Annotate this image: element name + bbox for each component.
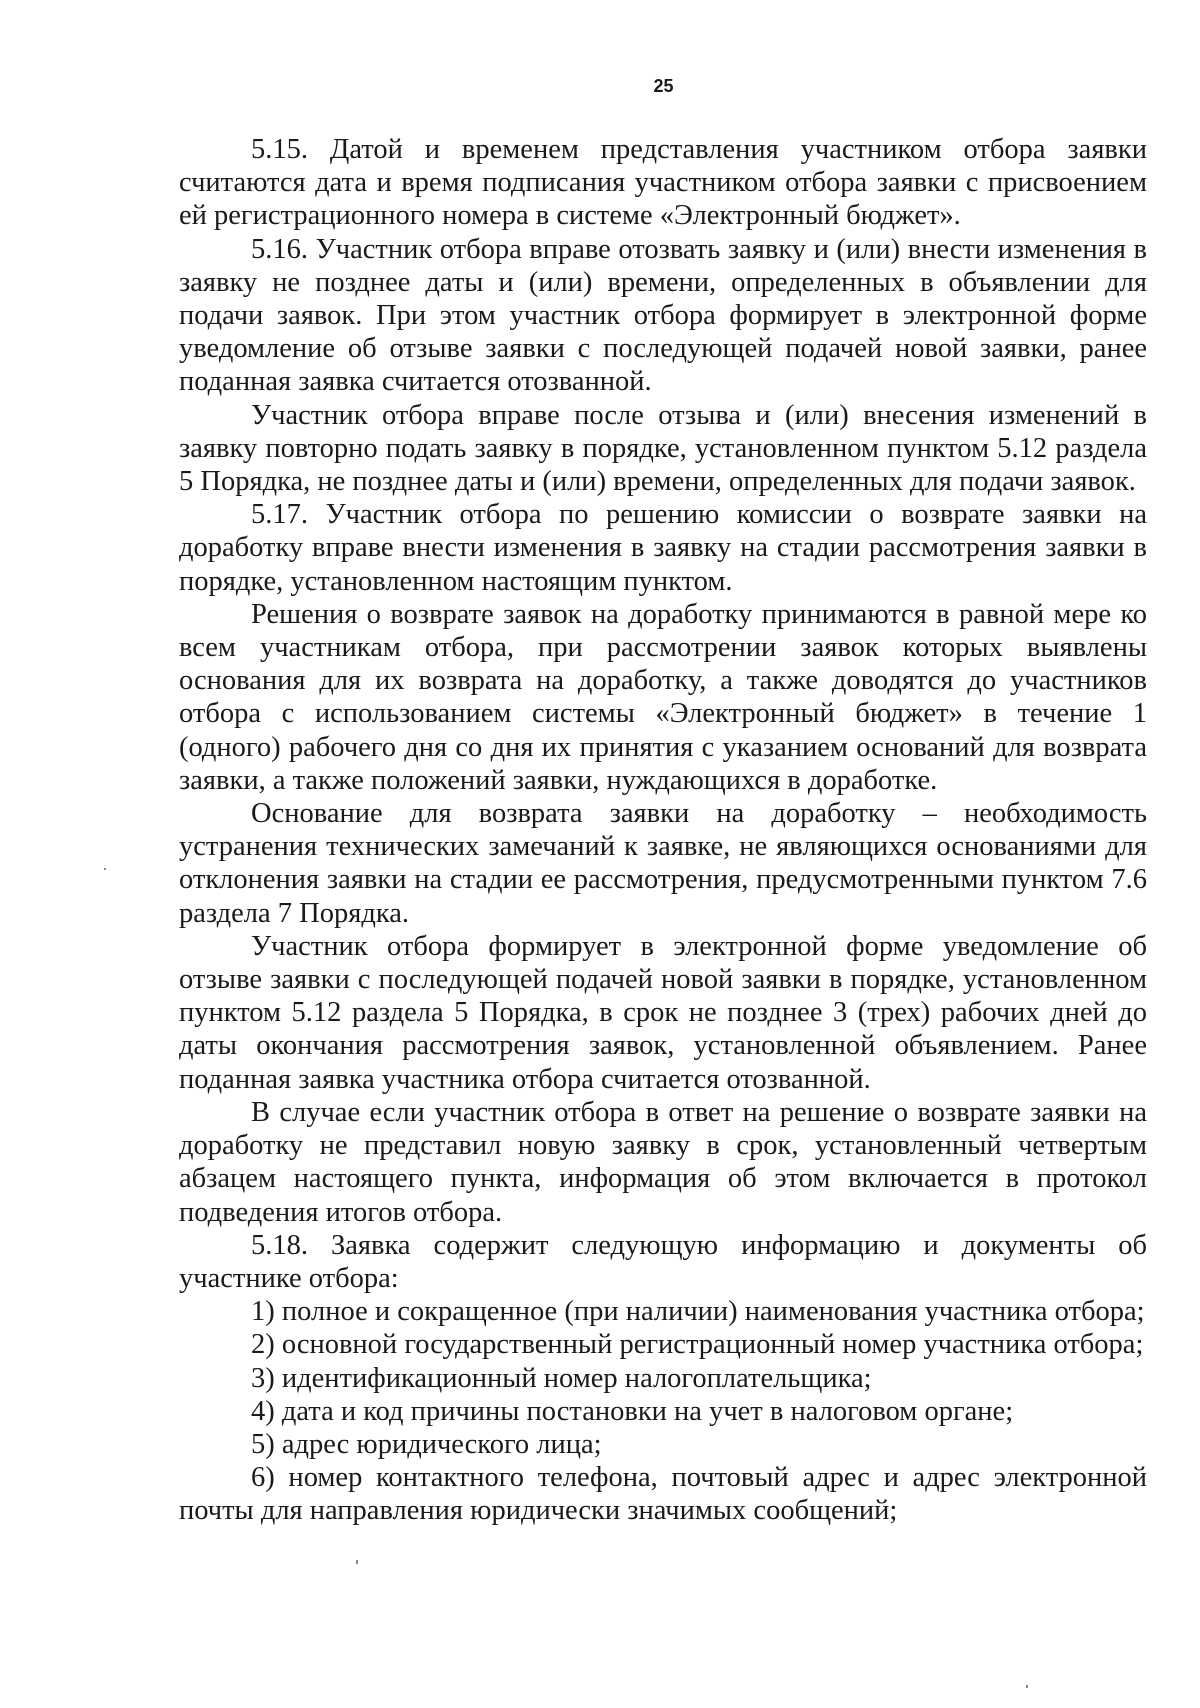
list-item: 6) номер контактного телефона, почтовый адрес и адрес электронной почты для направления юридически значимых сообщений;	[179, 1462, 1147, 1527]
list-item: 1) полное и сокращенное (при наличии) наименования участника отбора;	[251, 1296, 1145, 1328]
paragraph-no-new-application: В случае если участник отбора в ответ на решение о возврате заявки на доработку не представил новую заявку в срок, установленный четвертым абзацем настоящего пункта, информация об этом включается в протокол подведения итогов отбора.	[179, 1096, 1147, 1228]
page-number: 25	[653, 76, 674, 96]
paragraph-resubmit: Участник отбора вправе после отзыва и (или) внесения изменений в заявку повторно подать заявку в порядке, установленном пунктом 5.12 раздела 5 Порядка, не позднее даты и (или) времени, определенных для подачи заявок.	[179, 399, 1147, 498]
list-item: 5) адрес юридического лица;	[251, 1428, 602, 1460]
paragraph-withdrawal-notice: Участник отбора формирует в электронной форме уведомление об отзыве заявки с последующей подачей новой заявки в порядке, установленном пунктом 5.12 раздела 5 Порядка, в срок не позднее 3 (трех) рабочих дней до даты окончания рассмотрения заявок, установленной объявлением. Ранее поданная заявка участника отбора считается отозванной.	[179, 930, 1147, 1095]
paragraph-5-15: 5.15. Датой и временем представления участником отбора заявки считаются дата и время подписания участником отбора заявки с присвоением ей регистрационного номера в системе «Электронный бюджет».	[179, 134, 1147, 232]
list-item: 4) дата и код причины постановки на учет в налоговом органе;	[251, 1395, 1014, 1427]
paragraph-5-16: 5.16. Участник отбора вправе отозвать заявку и (или) внести изменения в заявку не позднее даты и (или) времени, определенных в объявлении для подачи заявок. При этом участник отбора формирует в электронной форме уведомление об отзыве заявки с последующей подачей новой заявки, ранее поданная заявка считается отозванной.	[179, 233, 1147, 398]
list-item: 2) основной государственный регистрационный номер участника отбора;	[251, 1329, 1144, 1361]
paragraph-5-17: 5.17. Участник отбора по решению комиссии о возврате заявки на доработку вправе внести изменения в заявку на стадии рассмотрения заявки в порядке, установленном настоящим пунктом.	[179, 499, 1147, 597]
scan-speck	[104, 868, 106, 870]
scan-speck	[1026, 1685, 1028, 1688]
scan-speck	[356, 1560, 358, 1564]
document-body	[179, 133, 1147, 1528]
paragraph-return-grounds: Основание для возврата заявки на доработку – необходимость устранения технических замечаний к заявке, не являющихся основаниями для отклонения заявки на стадии ее рассмотрения, предусмотренными пунктом 7.6 раздела 7 Порядка.	[179, 798, 1147, 929]
paragraph-return-decisions: Решения о возврате заявок на доработку принимаются в равной мере ко всем участникам отбора, при рассмотрении заявок которых выявлены основания для их возврата на доработку, а также доводятся до участников отбора с использованием системы «Электронный бюджет» в течение 1 (одного) рабочего дня со дня их принятия с указанием оснований для возврата заявки, а также положений заявки, нуждающихся в доработке.	[179, 598, 1147, 796]
list-item: 3) идентификационный номер налогоплательщика;	[251, 1362, 872, 1394]
paragraph-5-18: 5.18. Заявка содержит следующую информацию и документы об участнике отбора:	[179, 1229, 1147, 1294]
